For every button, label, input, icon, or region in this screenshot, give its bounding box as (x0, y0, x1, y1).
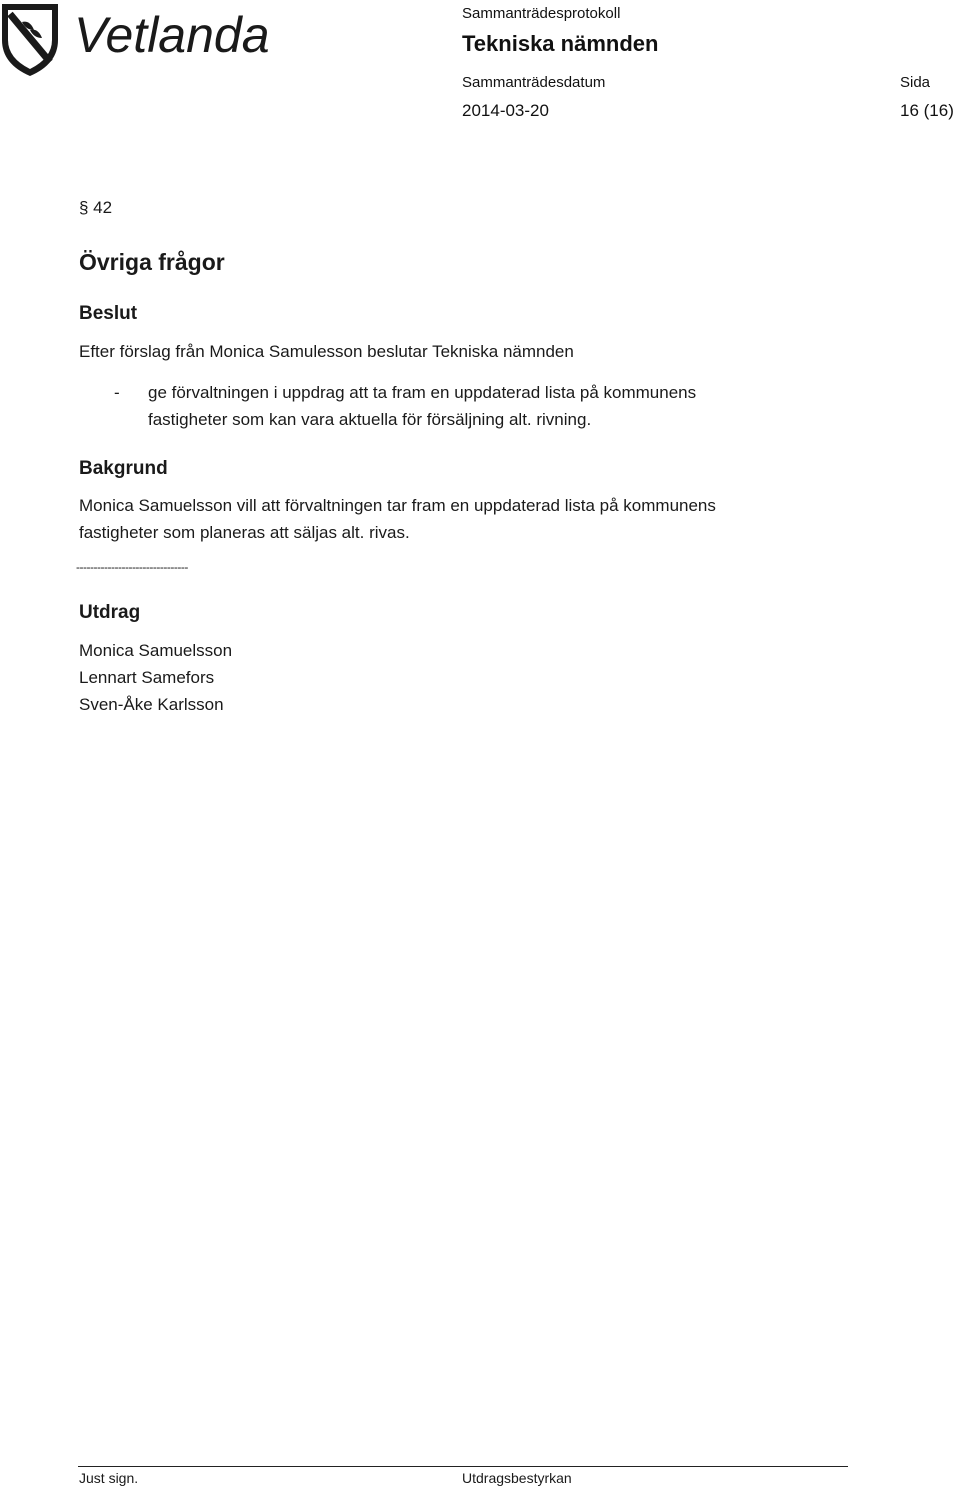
paragraph-title: Övriga frågor (79, 249, 225, 275)
footer-certified-label: Utdragsbestyrkan (462, 1470, 572, 1486)
date-label: Sammanträdesdatum (462, 74, 606, 91)
vetlanda-logo (0, 0, 290, 80)
bakgrund-heading: Bakgrund (79, 458, 168, 479)
utdrag-recipient: Monica Samuelsson (79, 641, 233, 660)
doc-type: Sammanträdesprotokoll (462, 5, 621, 22)
beslut-intro: Efter förslag från Monica Samulesson beslutar Tekniska nämnden (79, 342, 574, 361)
footer-sign-label: Just sign. (79, 1470, 139, 1486)
committee-name: Tekniska nämnden (462, 31, 659, 56)
utdrag-recipient: Lennart Samefors (79, 668, 215, 687)
page-number: 16 (16) (900, 101, 954, 120)
coat-of-arms-icon (0, 0, 290, 80)
beslut-heading: Beslut (79, 303, 138, 324)
page-label: Sida (900, 74, 931, 91)
beslut-bullet-line: fastigheter som kan vara aktuella för försäljning alt. rivning. (148, 410, 592, 429)
date-value: 2014-03-20 (462, 101, 549, 120)
logo-wordmark: Vetlanda (74, 7, 270, 63)
bullet-marker: - (114, 383, 120, 402)
bakgrund-text: fastigheter som planeras att säljas alt. rivas. (79, 523, 410, 542)
footer-rule (78, 1466, 848, 1467)
separator-line: -------------------------------- (76, 560, 188, 574)
beslut-bullet-line: ge förvaltningen i uppdrag att ta fram en uppdaterad lista på kommunens (148, 383, 697, 402)
utdrag-recipient: Sven-Åke Karlsson (79, 695, 224, 714)
utdrag-heading: Utdrag (79, 602, 141, 623)
paragraph-number: § 42 (79, 198, 113, 217)
bakgrund-text: Monica Samuelsson vill att förvaltningen tar fram en uppdaterad lista på kommunens (79, 496, 716, 515)
